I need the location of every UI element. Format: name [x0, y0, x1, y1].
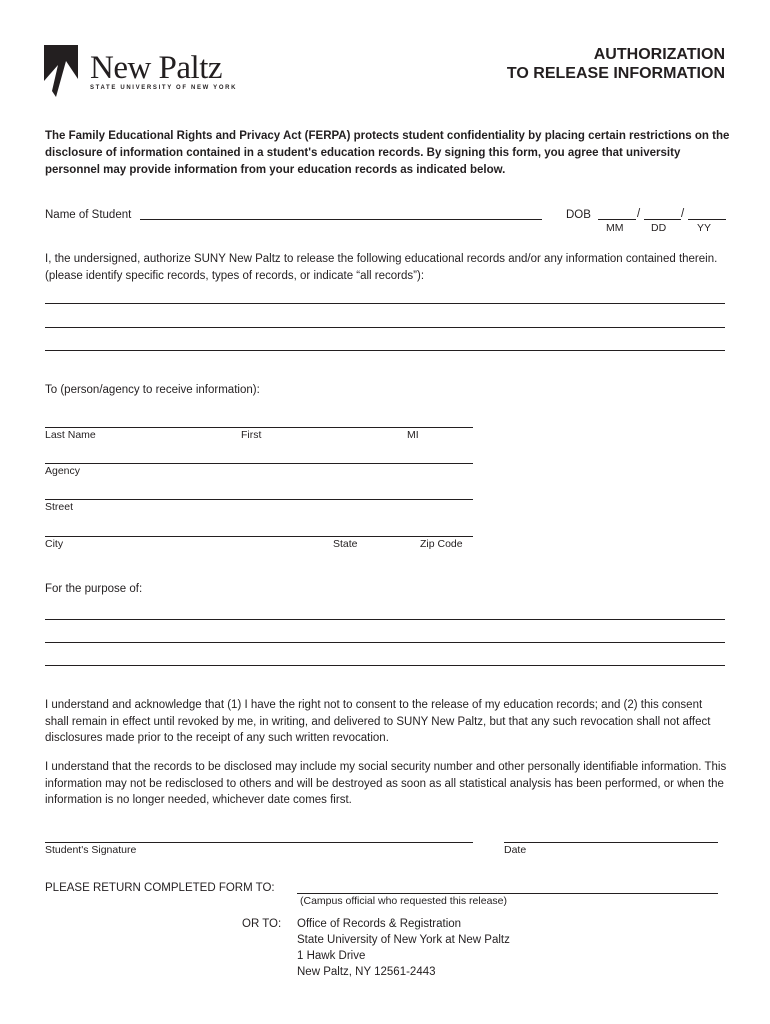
- purpose-label: For the purpose of:: [45, 583, 143, 595]
- acknowledgement-paragraph-1: I understand and acknowledge that (1) I have the right not to consent to the release of my education records; and (2) this consent shall remain in effect until revoked by me, in writing, and delivered to SUNY New Paltz, but that any such revocation shall not affect disclosures made prior to the receipt of any such written revocation.: [45, 699, 711, 744]
- dob-year-field[interactable]: [688, 219, 726, 220]
- purpose-line[interactable]: [45, 642, 725, 643]
- agency-label: Agency: [45, 465, 81, 477]
- middle-initial-label: MI: [407, 429, 419, 441]
- student-signature-field[interactable]: [45, 842, 473, 843]
- dob-day-field[interactable]: [644, 219, 681, 220]
- zip-code-label: Zip Code: [420, 538, 463, 550]
- acknowledgement-paragraph-2: I understand that the records to be disclosed may include my social security number and other personally identifiable information. This information may not be redisclosed to others and will be destroyed as soon as all statistical analysis has been performed, or when the information is no longer needed, whichever date comes first.: [45, 761, 727, 806]
- dob-month-field[interactable]: [598, 219, 636, 220]
- records-line[interactable]: [45, 303, 725, 304]
- student-signature-label: Student's Signature: [45, 844, 137, 856]
- address-line: State University of New York at New Paltz: [297, 934, 510, 946]
- logo-subtitle: STATE UNIVERSITY OF NEW YORK: [90, 85, 238, 91]
- date-label: Date: [504, 844, 527, 856]
- street-label: Street: [45, 501, 74, 513]
- last-name-label: Last Name: [45, 429, 96, 441]
- street-field[interactable]: [45, 499, 473, 500]
- authorize-paragraph: I, the undersigned, authorize SUNY New Paltz to release the following educational records and/or any information contained therein. (please identify specific records, types of records, or indicate “all records”):: [45, 253, 718, 282]
- logo-wordmark: New Paltz: [90, 50, 223, 86]
- date-field[interactable]: [504, 842, 718, 843]
- campus-official-field[interactable]: [297, 893, 718, 894]
- state-label: State: [333, 538, 358, 550]
- address-line: Office of Records & Registration: [297, 918, 462, 930]
- dob-separator: /: [681, 208, 685, 220]
- agency-field[interactable]: [45, 463, 473, 464]
- dob-mm-label: MM: [606, 222, 624, 234]
- address-line: 1 Hawk Drive: [297, 950, 366, 962]
- purpose-line[interactable]: [45, 619, 725, 620]
- campus-official-hint: (Campus official who requested this release): [300, 895, 507, 907]
- return-form-label: PLEASE RETURN COMPLETED FORM TO:: [45, 882, 275, 894]
- recipient-heading: To (person/agency to receive information):: [45, 384, 260, 396]
- records-line[interactable]: [45, 350, 725, 351]
- first-name-label: First: [241, 429, 262, 441]
- form-title-line1: AUTHORIZATION: [593, 46, 725, 63]
- dob-separator: /: [637, 208, 641, 220]
- dob-dd-label: DD: [651, 222, 667, 234]
- dob-yy-label: YY: [697, 222, 712, 234]
- city-state-zip-field[interactable]: [45, 536, 473, 537]
- form-title-line2: TO RELEASE INFORMATION: [506, 65, 725, 82]
- new-paltz-logo-mark-icon: [44, 45, 78, 97]
- address-line: New Paltz, NY 12561-2443: [297, 966, 436, 978]
- ferpa-intro-paragraph: The Family Educational Rights and Privacy Act (FERPA) protects student confidentiality by placing certain restrictions on the disclosure of information contained in a student's education records. By signing this form, you agree that university personnel may provide information from your education records as indicated below.: [45, 130, 730, 176]
- city-label: City: [45, 538, 64, 550]
- student-name-field[interactable]: [140, 219, 542, 220]
- purpose-line[interactable]: [45, 665, 725, 666]
- dob-label: DOB: [566, 209, 591, 221]
- records-line[interactable]: [45, 327, 725, 328]
- student-name-label: Name of Student: [45, 209, 132, 221]
- recipient-name-field[interactable]: [45, 427, 473, 428]
- or-to-label: OR TO:: [242, 918, 282, 930]
